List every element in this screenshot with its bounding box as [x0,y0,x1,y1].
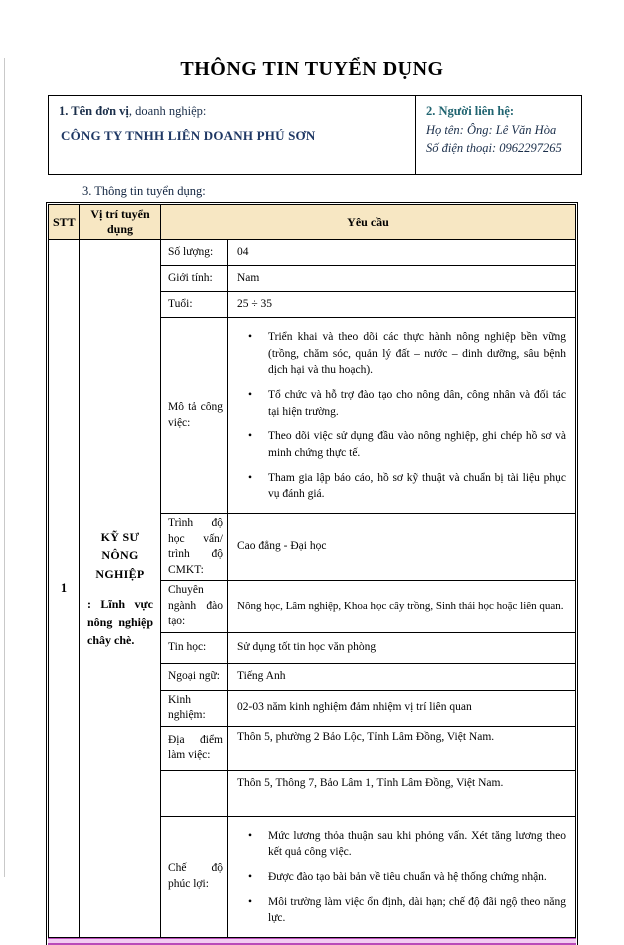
company-label-rest: , doanh nghiệp: [128,104,207,118]
company-label [59,104,405,119]
recruitment-table [46,202,578,945]
row-label: Ngoại ngữ: [161,663,228,690]
row-label: Chế độ phúc lợi: [161,816,228,937]
contact-heading: 2. Người liên hệ: [426,104,515,118]
row-label: Chuyên ngành đào tạo: [161,581,228,633]
position-cell [80,240,161,938]
contact-name-line: Họ tên: Ông: Lê Văn Hòa [426,123,557,137]
bullet-item: • Theo dõi việc sử dụng đầu vào nông nghiệp, ghi chép hồ sơ và minh chứng thực tế. [237,428,566,461]
row-value: Cao đẳng - Đại học [228,514,576,581]
row-value: Nông học, Lâm nghiệp, Khoa học cây trồng, Sinh thái học hoặc liên quan. [228,581,576,633]
header-position: Vị trí tuyển dụng [80,205,161,240]
bullet-item: • Môi trường làm việc ổn định, dài hạn; chế độ đãi ngộ theo năng lực. [237,894,566,927]
row-value: 04 [228,240,576,266]
position-subtitle: : Lĩnh vực nông nghiệp chây chè. [87,597,153,648]
benefits-bullets [237,828,566,927]
page-left-margin-line [4,58,5,877]
table-row [49,240,576,266]
bullet-item: • Được đào tạo bài bản về tiêu chuẩn và hệ thống chứng nhận. [237,869,566,886]
row-label: Mô tả công việc: [161,318,228,514]
bullet-item: • Triển khai và theo dõi các thực hành nông nghiệp bền vững (trồng, chăm sóc, quản lý đất – nước – dinh dưỡng, sâu bệnh dịch hại và thu hoạch). [237,329,566,379]
company-name: CÔNG TY TNHH LIÊN DOANH PHÚ SƠN [61,128,316,143]
row-value: 02-03 năm kinh nghiệm đảm nhiệm vị trí liên quan [228,690,576,726]
row-value: Nam [228,266,576,292]
job-description-bullets [237,329,566,503]
row-label: Kinh nghiệm: [161,690,228,726]
row-label: Tin học: [161,632,228,663]
header-stt: STT [49,205,80,240]
row-number-cell: 1 [49,240,80,938]
row-value: Thôn 5, Thông 7, Bảo Lâm 1, Tỉnh Lâm Đồng, Việt Nam. [228,770,576,816]
page-title: THÔNG TIN TUYỂN DỤNG [180,58,444,80]
section-3-label: 3. Thông tin tuyển dụng: [82,184,206,198]
row-label: Tuổi: [161,292,228,318]
row-value: Tiếng Anh [228,663,576,690]
table-header-row [49,205,576,240]
benefits-cell [228,816,576,937]
contact-phone-line: Số điện thoại: 0962297265 [426,141,562,155]
bullet-item: • Tổ chức và hỗ trợ đào tạo cho nông dân, công nhân và đối tác tại hiện trường. [237,387,566,420]
row-label: Số lượng: [161,240,228,266]
bullet-item: • Tham gia lập báo cáo, hồ sơ kỹ thuật và chuẩn bị tài liệu phục vụ đánh giá. [237,470,566,503]
row-value: 25 ÷ 35 [228,292,576,318]
header-info-box [48,95,582,175]
recruitment-table-grid [48,204,576,938]
row-label: Trình độ học vấn/ trình độ CMKT: [161,514,228,581]
header-requirement: Yêu cầu [161,205,576,240]
row-value: Thôn 5, phường 2 Bảo Lộc, Tỉnh Lâm Đồng, Việt Nam. [228,726,576,770]
row-label: Địa điểm làm việc: [161,726,228,770]
table-bottom-accent-bar [48,938,576,945]
position-title: KỸ SƯ NÔNG NGHIỆP [95,529,145,581]
job-description-cell [228,318,576,514]
company-label-number: 1. Tên đơn vị [59,104,129,118]
bullet-item: • Mức lương thỏa thuận sau khi phỏng vấn. Xét tăng lương theo kết quả công việc. [237,828,566,861]
row-label [161,770,228,816]
company-section [49,96,416,174]
contact-section [416,96,581,174]
row-value: Sử dụng tốt tin học văn phòng [228,632,576,663]
row-label: Giới tính: [161,266,228,292]
